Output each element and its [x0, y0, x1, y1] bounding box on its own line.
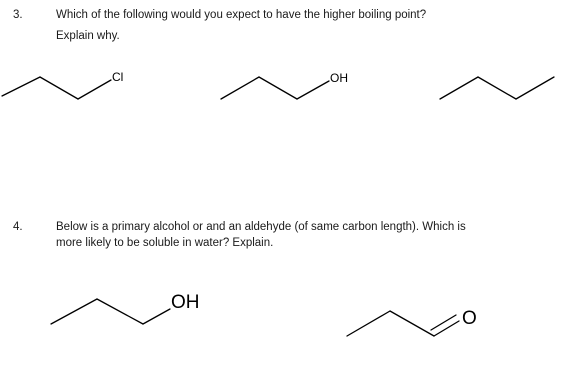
- bond: [347, 311, 390, 336]
- bond: [143, 309, 170, 324]
- bond: [516, 77, 554, 99]
- bond: [40, 77, 78, 99]
- hydroxyl-label: OH: [171, 292, 200, 313]
- bond: [297, 81, 329, 99]
- bond: [259, 77, 297, 99]
- bond: [51, 299, 97, 324]
- molecule-propanol-q4: [51, 292, 200, 324]
- oxygen-label: O: [462, 308, 477, 329]
- question-3-line-1: Which of the following would you expect to have the higher boiling point?: [56, 9, 427, 21]
- molecule-propanal: [347, 308, 477, 336]
- bond: [221, 77, 259, 99]
- bond: [440, 77, 478, 99]
- bond: [78, 80, 111, 99]
- question-4-number: 4.: [13, 221, 23, 233]
- question-4-line-2: more likely to be soluble in water? Explain.: [56, 237, 274, 249]
- bond: [434, 321, 459, 336]
- bond: [2, 77, 40, 96]
- hydroxyl-label: OH: [330, 71, 348, 85]
- question-4-line-1: Below is a primary alcohol or and an aldehyde (of same carbon length). Which is: [56, 221, 466, 233]
- molecule-chloropropane: [2, 70, 123, 99]
- question-3-line-2: Explain why.: [56, 30, 120, 42]
- molecule-propanol-q3: [221, 71, 348, 99]
- chloro-label: Cl: [112, 70, 124, 84]
- question-3-number: 3.: [13, 9, 23, 21]
- double-bond: [431, 315, 456, 330]
- molecule-butane: [440, 77, 554, 99]
- bond: [97, 299, 143, 324]
- bond: [478, 77, 516, 99]
- bond: [390, 311, 434, 336]
